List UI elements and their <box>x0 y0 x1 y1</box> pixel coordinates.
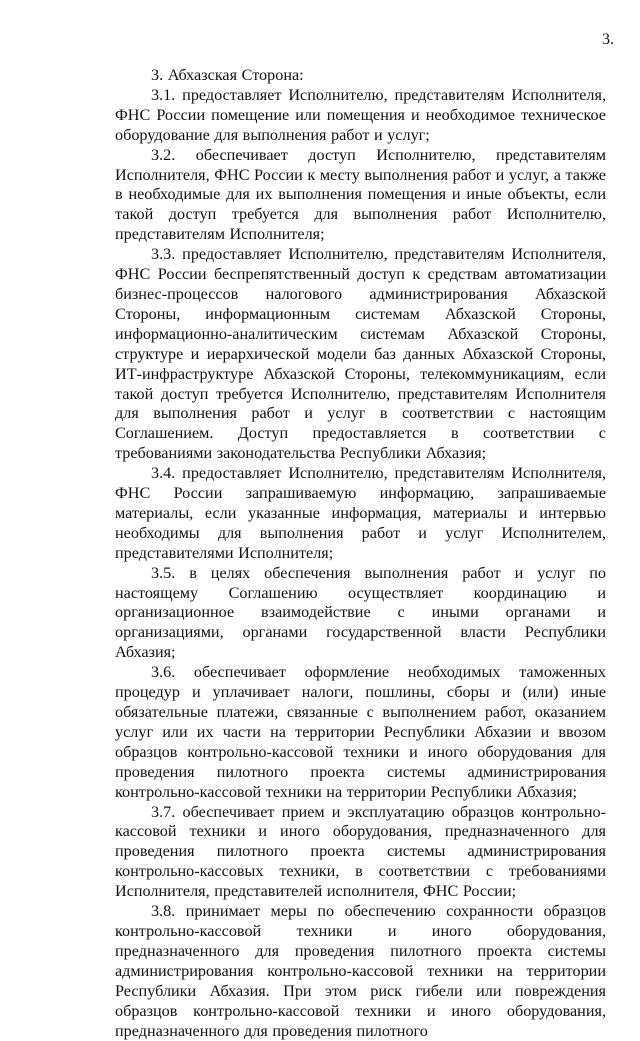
section-heading: 3. Абхазская Сторона: <box>151 66 304 84</box>
clause-3-1: 3.1. предоставляет Исполнителю, представителям Исполнителя, ФНС России помещение или помещения и необходимое техническое оборудование для выполнения работ и услуг; <box>115 85 606 144</box>
clause-3-2: 3.2. обеспечивает доступ Исполнителю, представителям Исполнителя, ФНС России к месту выполнения работ и услуг, а также в необходимые для их выполнения помещения и иные объекты, если такой доступ требуется для выполнения работ Исполнителю, представителям Исполнителя; <box>115 145 606 244</box>
document-body <box>115 66 606 1041</box>
clause-3-4: 3.4. предоставляет Исполнителю, представителям Исполнителя, ФНС России запрашиваемую информацию, запрашиваемые материалы, если указанные информация, материалы и интервью необходимы для выполнения работ и услуг Исполнителем, представителями Исполнителя; <box>115 464 606 562</box>
clause-3-3: 3.3. предоставляет Исполнителю, представителям Исполнителя, ФНС России беспрепятственный доступ к средствам автоматизации бизнес-процессов налогового администрирования Абхазской Стороны, информационным системам Абхазской Стороны, информационно-аналитическим системам Абхазской Стороны, структуре и иерархической модели баз данных Абхазской Стороны, ИТ-инфраструктуре Абхазской Стороны, телекоммуникациям, если такой доступ требуется Исполнителю, представителям Исполнителя для выполнения работ и услуг в соответствии с настоящим Соглашением. Доступ предоставляется в соответствии с требованиями законодательства Республики Абхазия; <box>115 245 606 463</box>
clause-3-6: 3.6. обеспечивает оформление необходимых таможенных процедур и уплачивает налоги, пошлины, сборы и (или) иные обязательные платежи, связанные с выполнением работ, оказанием услуг или их части на территории Республики Абхазии и ввозом образцов контрольно-кассовой техники и иного оборудования для проведения пилотного проекта системы администрирования контрольно-кассовой техники на территории Республики Абхазия; <box>115 663 606 801</box>
clause-3-5: 3.5. в целях обеспечения выполнения работ и услуг по настоящему Соглашению осуществляет координацию и организационное взаимодействие с иными органами и организациями, органами государственной власти Республики Абхазия; <box>115 563 606 662</box>
page-number: 3. <box>602 31 614 48</box>
clause-3-8: 3.8. принимает меры по обеспечению сохранности образцов контрольно-кассовой техники и иного оборудования, предназначенного для проведения пилотного проекта системы администрирования контрольно-кассовой техники на территории Республики Абхазия. При этом риск гибели или повреждения образцов контрольно-кассовой техники и иного оборудования, предназначенного для проведения пилотного <box>115 902 606 1040</box>
clause-3-7: 3.7. обеспечивает прием и эксплуатацию образцов контрольно-кассовой техники и иного оборудования, предназначенного для проведения пилотного проекта системы администрирования контрольно-кассовых техники, в соответствии с требованиями Исполнителя, представителей исполнителя, ФНС России; <box>115 802 606 901</box>
